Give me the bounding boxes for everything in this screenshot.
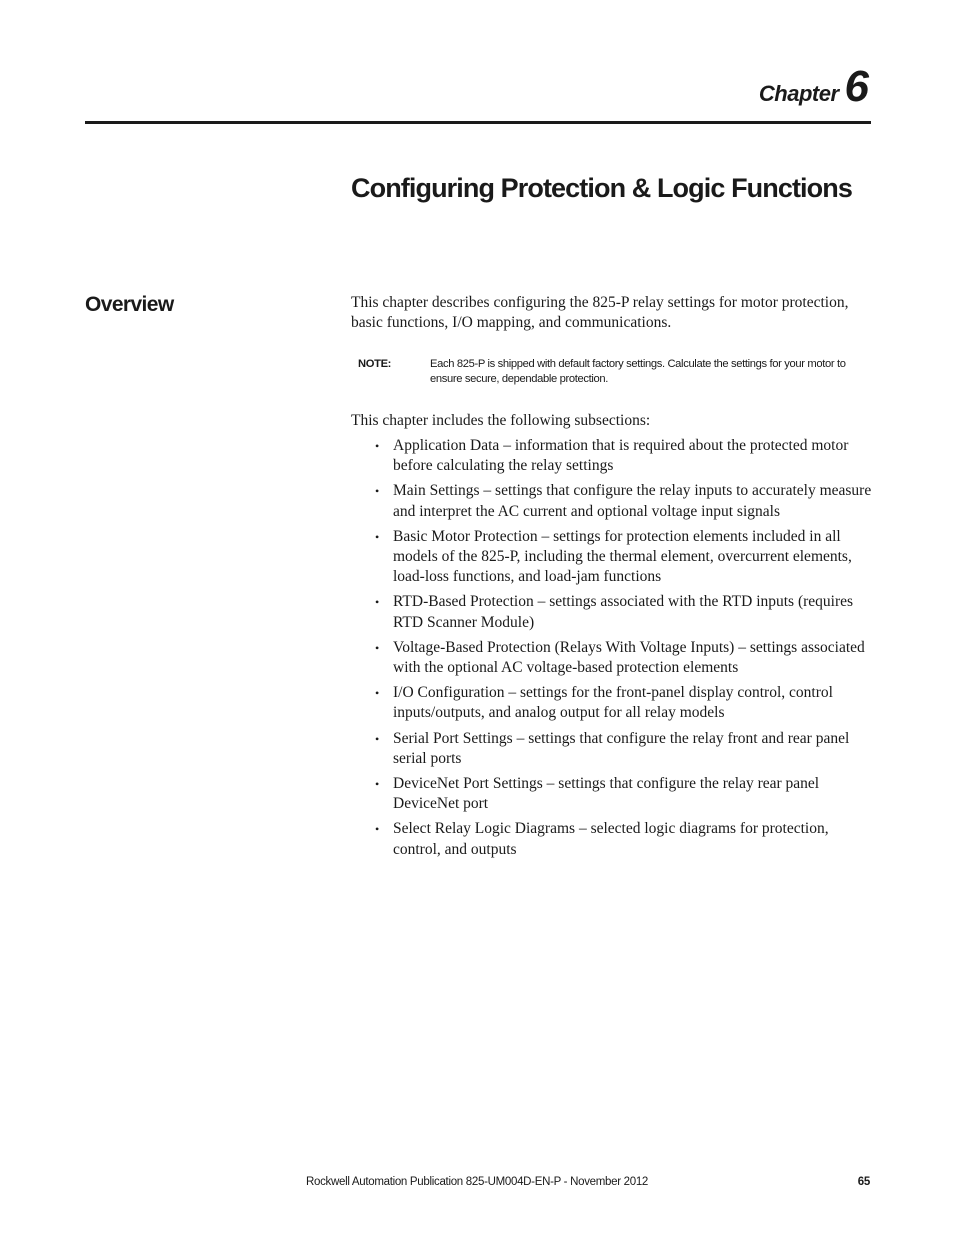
page-number: 65 xyxy=(857,1176,870,1188)
list-item xyxy=(351,481,873,522)
publication-info: Rockwell Automation Publication 825-UM004D-EN-P - November 2012 xyxy=(305,1176,649,1188)
bullet-icon: • xyxy=(375,686,380,701)
list-item xyxy=(351,527,873,588)
bullet-icon: • xyxy=(375,731,380,746)
list-item-text: Serial Port Settings – settings that configure the relay front and rear panel serial ports xyxy=(393,729,850,767)
note-label: NOTE: xyxy=(358,357,392,370)
list-item-text: I/O Configuration – settings for the front-panel display control, control inputs/outputs, and analog output for all relay models xyxy=(393,684,833,722)
body-column xyxy=(351,293,873,865)
chapter-label xyxy=(759,62,868,112)
chapter-divider xyxy=(85,121,871,124)
list-item xyxy=(351,819,873,860)
section-heading-overview: Overview xyxy=(85,293,174,316)
bullet-icon: • xyxy=(375,529,380,544)
list-item-text: Application Data – information that is required about the protected motor before calculating the relay settings xyxy=(393,436,849,475)
list-item xyxy=(351,638,873,679)
bullet-icon: • xyxy=(375,438,380,453)
list-item-text: Select Relay Logic Diagrams – selected logic diagrams for protection, control, and outputs xyxy=(393,820,829,858)
list-item xyxy=(351,729,873,770)
list-item-text: Voltage-Based Protection (Relays With Voltage Inputs) – settings associated with the optional AC voltage-based protection elements xyxy=(393,638,865,677)
subsections-intro: This chapter includes the following subsections: xyxy=(351,411,651,429)
list-item-text: Main Settings – settings that configure the relay inputs to accurately measure and interpret the AC current and optional voltage input signals xyxy=(393,482,872,520)
note-text: Each 825-P is shipped with default factory settings. Calculate the settings for your motor to ensure secure, dependable protection. xyxy=(430,357,846,385)
list-item-text: RTD-Based Protection – settings associated with the RTD inputs (requires RTD Scanner Module) xyxy=(393,593,854,631)
list-item xyxy=(351,774,873,815)
intro-paragraph: This chapter describes configuring the 825-P relay settings for motor protection, basic functions, I/O mapping, and communications. xyxy=(351,294,849,332)
chapter-word: Chapter xyxy=(758,81,839,106)
list-item xyxy=(351,436,873,477)
list-item xyxy=(351,683,873,724)
bullet-icon: • xyxy=(375,484,380,499)
chapter-title: Configuring Protection & Logic Functions xyxy=(351,173,852,203)
note-block xyxy=(358,357,873,387)
list-item-text: Basic Motor Protection – settings for protection elements included in all models of the 825-P, including the thermal element, overcurrent elements, load-loss functions, and load-jam functions xyxy=(393,527,852,586)
list-item-text: DeviceNet Port Settings – settings that configure the relay rear panel DeviceNet port xyxy=(393,774,820,813)
bullet-icon: • xyxy=(375,595,380,610)
subsection-list xyxy=(351,436,873,860)
list-item xyxy=(351,592,873,633)
bullet-icon: • xyxy=(375,640,380,655)
bullet-icon: • xyxy=(375,776,380,791)
bullet-icon: • xyxy=(375,822,380,837)
chapter-number: 6 xyxy=(844,62,868,111)
